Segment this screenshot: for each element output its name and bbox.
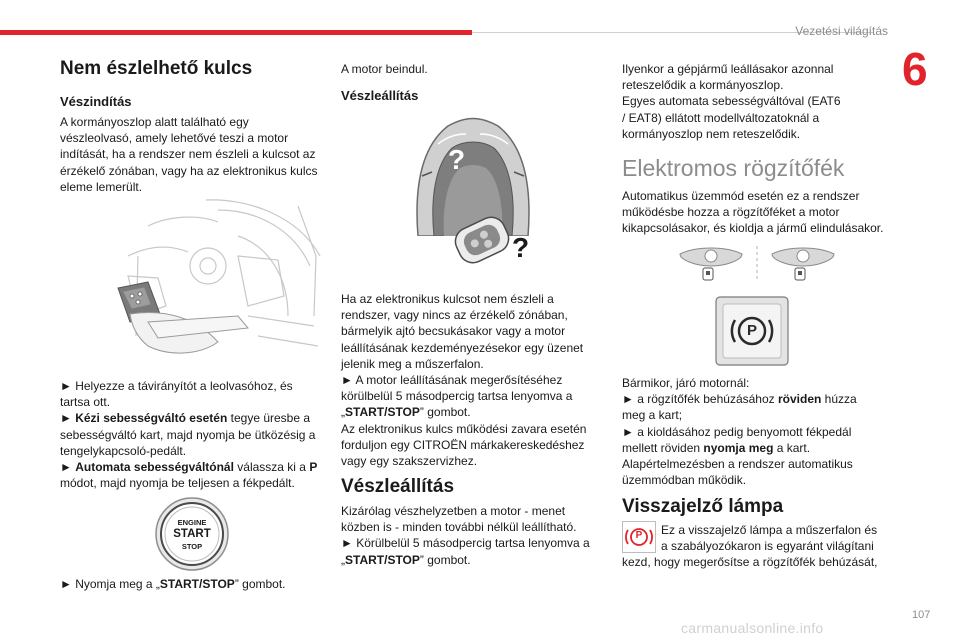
header-accent-bar bbox=[0, 30, 472, 35]
manual-operation-paragraph: Bármikor, járó motornál: ► a rögzítőfék behúzásához röviden húzza meg a kart; ► a kioldásához pedig benyomott fékpedál mellett röviden nyomja meg a kart. Alapértelmezésben a rendszer automatikus üzemmódban működik. bbox=[622, 376, 857, 488]
subtitle-veszleallitas: Vészleállítás bbox=[341, 88, 419, 103]
page-number: 107 bbox=[912, 609, 931, 621]
chapter-number: 6 bbox=[902, 43, 928, 95]
undetected-key-paragraph: Ha az elektronikus kulcsot nem észleli a rendszer, vagy nincs az érzékelő zónában, bármelyik ajtó becsukásakor vagy a motor leállításának kezdeményezésekor egy üzenet jelenik meg a műszerfalon. ► A motor leállításának megerősítéséhez körülbelül 5 másodpercig tartsa lenyomva a „START/STOP” gombot. Az elektronikus kulcs működési zavara esetén forduljon egy CITROËN márkakereskedéshez vagy egy szakszervizhez. bbox=[341, 292, 587, 469]
section-title: Vezetési világítás bbox=[795, 24, 888, 38]
warning-lamp-paragraph-cont: kezd, hogy megerősítse a rögzítőfék behúzását, bbox=[622, 555, 878, 569]
question-mark-key: ? bbox=[512, 232, 530, 263]
steering-lock-paragraph: Ilyenkor a gépjármű leállásakor azonnal reteszelődik a kormányoszlop. Egyes automata sebességváltóval (EAT6 / EAT8) ellátott modellváltozatoknál a kormányoszlop nem reteszelődik. bbox=[622, 62, 841, 141]
key-fob-icon bbox=[446, 212, 518, 268]
question-mark-car: ? bbox=[448, 144, 466, 175]
title-nem-eszlelheto-kulcs: Nem észlelhető kulcs bbox=[60, 58, 253, 79]
parking-brake-auto-paragraph: Automatikus üzemmód esetén ez a rendszer működésbe hozza a rögzítőféket a motor kikapcsolásakor, és kioldja a jármű elindulásakor. bbox=[622, 189, 884, 236]
start-button-label: ENGINE START STOP bbox=[173, 518, 211, 551]
auto-mode-steering-icons bbox=[676, 244, 838, 284]
engine-starts-text: A motor beindul. bbox=[341, 62, 428, 76]
intro-paragraph: A kormányoszlop alatt található egy vészleolvasó, amely lehetővé teszi a motor indítását, ha a rendszer nem észleli a kulcsot az érzékelő zónában, vagy ha az elektronikus kulcs eleme lemerült. bbox=[60, 115, 318, 194]
parking-brake-p-symbol: P bbox=[746, 322, 757, 339]
title-veszleallitas: Vészleállítás bbox=[341, 476, 455, 497]
subtitle-veszinditas: Vészindítás bbox=[60, 94, 132, 109]
title-elektromos-rogzitofek: Elektromos rögzítőfék bbox=[622, 155, 845, 181]
warning-lamp-p-symbol: P bbox=[635, 530, 643, 541]
title-visszajelzo-lampa: Visszajelző lámpa bbox=[622, 496, 784, 517]
watermark[interactable]: carmanualsonline.info bbox=[681, 620, 824, 636]
steering-column-key-illustration bbox=[88, 196, 324, 364]
step-list: ► Helyezze a távirányítót a leolvasóhoz, és tartsa ott. ► Kézi sebességváltó esetén tegye üresbe a sebességváltó kart, majd nyomja be ütközésig a tengelykapcsoló-pedált. ► Automata sebességváltónál válassza ki a P módot, majd nyomja be teljesen a fékpedált. bbox=[60, 379, 318, 491]
step-press-start: ► Nyomja meg a „START/STOP” gombot. bbox=[60, 577, 286, 591]
emergency-stop-paragraph: Kizárólag vészhelyzetben a motor - menet közben is - minden további nélkül leállítható. ► Körülbelül 5 másodpercig tartsa lenyomva a „START/STOP” gombot. bbox=[341, 504, 590, 567]
warning-lamp-paragraph: Ez a visszajelző lámpa a műszerfalon és a szabályozókaron is egyaránt világítani bbox=[661, 523, 878, 554]
